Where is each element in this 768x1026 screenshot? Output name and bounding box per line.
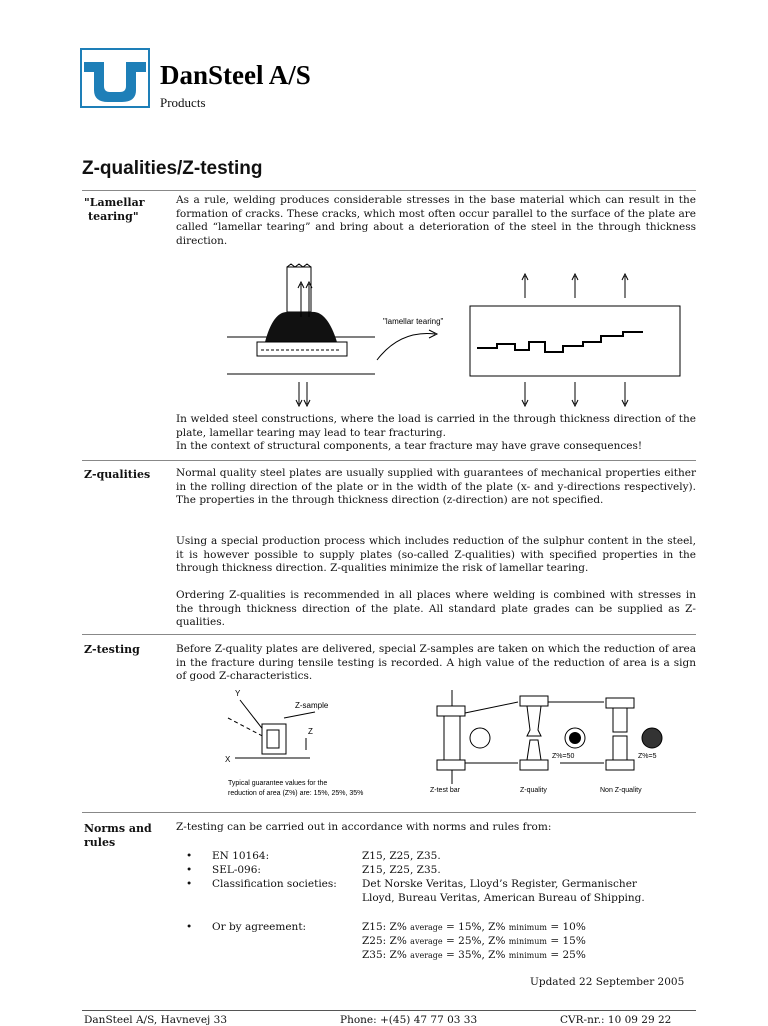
agreement-row: Z25: Z% average = 25%, Z% minimum = 15% bbox=[362, 935, 586, 947]
company-subtitle: Products bbox=[160, 95, 206, 110]
divider bbox=[82, 190, 696, 191]
stiffener-plate bbox=[287, 267, 311, 312]
lamellar-tearing-figure bbox=[225, 262, 693, 412]
weld-zone bbox=[257, 342, 347, 356]
norm-value: Det Norske Veritas, Lloyd’s Register, Germanischer bbox=[362, 878, 637, 890]
bullet-icon: • bbox=[186, 850, 193, 862]
norm-name: Classification societies: bbox=[212, 878, 337, 890]
agreement-name: Or by agreement: bbox=[212, 921, 307, 933]
necked-specimen-top bbox=[527, 706, 541, 736]
sample-core bbox=[267, 730, 279, 748]
footer-address: DanSteel A/S, Havnevej 33 bbox=[84, 1014, 228, 1026]
lamellar-after-1: In welded steel constructions, where the load is carried in the through thickness direction of the plate, lamellar tearing may lead to tear fracturing. bbox=[176, 413, 696, 439]
guarantee-caption-1: Typical guarantee values for the bbox=[228, 780, 328, 787]
agreement-row: Z35: Z% average = 35%, Z% minimum = 25% bbox=[362, 949, 586, 961]
nonz-label: Non Z-quality bbox=[600, 787, 642, 794]
lamellar-after-2: In the context of structural components, a tear fracture may have grave consequences! bbox=[176, 440, 643, 452]
norm-name: SEL-096: bbox=[212, 864, 261, 876]
zqualities-p2: Using a special production process which includes reduction of the sulphur content in the steel, it is however possible to supply plates (so-called Z-qualities) with specified properties in the through thickness direction. Z-qualities minimize the risk of lamellar tearing. bbox=[176, 535, 696, 574]
zqualities-p3: Ordering Z-qualities is recommended in all places where welding is combined with stresses in the through thickness direction of the plate. All standard plate grades can be supplied as Z-qualities. bbox=[176, 589, 696, 628]
norm-value: Z15, Z25, Z35. bbox=[362, 864, 441, 876]
norm-value-cont: Lloyd, Bureau Veritas, American Bureau of Shipping. bbox=[362, 892, 645, 904]
brittle-specimen-bottom bbox=[613, 736, 627, 760]
norm-value: Z15, Z25, Z35. bbox=[362, 850, 441, 862]
brittle-specimen-top bbox=[613, 708, 627, 732]
ztesting-figure bbox=[220, 688, 670, 800]
curved-arrow-icon bbox=[377, 334, 435, 360]
footer-cvr: CVR-nr.: 10 09 29 22 bbox=[560, 1014, 672, 1026]
section-label-zqualities: Z-qualities bbox=[84, 468, 151, 481]
axis-x-label: X bbox=[225, 755, 231, 764]
z50-label: Z%=50 bbox=[552, 753, 575, 760]
section-label-lamellar: "Lamellar tearing" bbox=[84, 196, 145, 223]
plate-section bbox=[470, 306, 680, 376]
divider bbox=[82, 460, 696, 461]
test-bar-body bbox=[444, 716, 460, 760]
figure-label-lamellar: "lamellar tearing" bbox=[383, 317, 444, 326]
z5-label: Z%=5 bbox=[638, 753, 657, 760]
updated-date: Updated 22 September 2005 bbox=[530, 976, 685, 988]
axis-z-label: Z bbox=[308, 727, 313, 736]
company-logo bbox=[80, 48, 150, 108]
divider bbox=[82, 812, 696, 813]
section-label-norms: Norms and rules bbox=[84, 822, 152, 849]
logo-mark-icon bbox=[82, 50, 148, 106]
cross-section-circle bbox=[470, 728, 490, 748]
guarantee-caption-2: reduction of area (Z%) are: 15%, 25%, 35% bbox=[228, 790, 364, 797]
arrow-right-icon bbox=[465, 702, 518, 713]
norms-intro: Z-testing can be carried out in accordance with norms and rules from: bbox=[176, 821, 552, 833]
bullet-icon: • bbox=[186, 864, 193, 876]
bullet-icon: • bbox=[186, 921, 193, 933]
bullet-icon: • bbox=[186, 878, 193, 890]
company-name: DanSteel A/S bbox=[160, 60, 311, 90]
agreement-row: Z15: Z% average = 15%, Z% minimum = 10% bbox=[362, 921, 586, 933]
axis-y-label: Y bbox=[235, 689, 241, 698]
footer-divider bbox=[82, 1010, 696, 1011]
lamellar-intro: As a rule, welding produces considerable stresses in the base material which can result in the formation of cracks. These cracks, which most often occur parallel to the surface of the plate are called “lamellar tearing” and bring about a deterioration of the steel in the through thickness direction. bbox=[176, 194, 696, 247]
section-label-ztesting: Z-testing bbox=[84, 643, 140, 656]
testbar-label: Z-test bar bbox=[430, 787, 460, 794]
page-title: Z-qualities/Z-testing bbox=[82, 158, 263, 179]
necked-specimen-bottom bbox=[527, 740, 541, 760]
brittle-fracture-circle bbox=[642, 728, 662, 748]
ztesting-p1: Before Z-quality plates are delivered, special Z-samples are taken on which the reduction of area in the fracture during tensile testing is recorded. A high value of the reduction of area is a sign of good Z-characteristics. bbox=[176, 643, 696, 682]
zquality-label: Z-quality bbox=[520, 787, 547, 794]
footer-phone: Phone: +(45) 47 77 03 33 bbox=[340, 1014, 478, 1026]
divider bbox=[82, 634, 696, 635]
zqualities-p1: Normal quality steel plates are usually supplied with guarantees of mechanical properties either in the rolling direction of the plate or in the width of the plate (x- and y-directions respectively). The properties in the through thickness direction (z-direction) are not specified. bbox=[176, 467, 696, 506]
zsample-label: Z-sample bbox=[295, 701, 329, 710]
fracture-circle-inner bbox=[569, 732, 581, 744]
norm-name: EN 10164: bbox=[212, 850, 270, 862]
